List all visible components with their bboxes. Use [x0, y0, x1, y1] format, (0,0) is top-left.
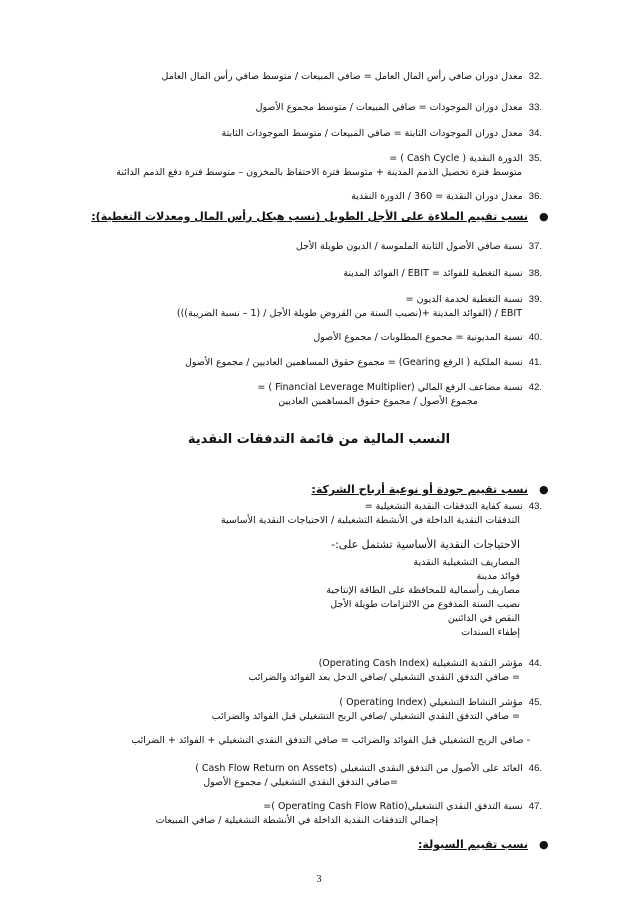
needs-list-item: فوائد مدينة — [476, 571, 520, 582]
bullet-icon: ● — [539, 483, 549, 496]
item-47: .47 نسبة التدفق النقدي التشغيلي(Operating Cash Flow Ratio )= — [263, 801, 542, 812]
item-44-formula: = صافي التدفق النقدي التشغيلي /صافي الدخل بعد الفوائد والضرائب — [248, 672, 520, 683]
item-40: .40 نسبة المديونية = مجموع المطلوبات / مجموع الأصول — [313, 332, 542, 343]
section-heading-leverage: نسب تقييم الملاءة على الأجل الطويل (نسب هيكل رأس المال ومعدلات التغطية): — [91, 210, 528, 223]
item-44: .44 مؤشر النقدية التشغيلية (Operating Cash Index) — [318, 658, 542, 669]
item-41: .41 نسبة الملكية ( الرفع Gearing) = مجموع حقوق المساهمين العاديين / مجموع الأصول — [185, 357, 542, 368]
item-35-formula: متوسط فترة تحصيل الذمم المدينة + متوسط فترة الاحتفاظ بالمخزون – متوسط فترة دفع الذمم الدائنة — [116, 167, 522, 178]
section-heading-liquidity: نسب تقييم السيولة: — [418, 838, 528, 851]
item-34: .34 معدل دوران الموجودات الثابتة = صافي المبيعات / متوسط الموجودات الثابتة — [221, 128, 542, 139]
item-47-formula: إجمالي التدفقات النقدية الداخلة في الأنشطة التشغيلية / صافي المبيعات — [155, 815, 438, 826]
needs-list-item: نصيب السنة المدفوع من الالتزامات طويلة الأجل — [330, 599, 520, 610]
item-35: .35 الدورة النقدية ( Cash Cycle ) = — [389, 153, 542, 164]
cashflow-section-title: النسب المالية من قائمة التدفقات النقدية — [187, 432, 451, 447]
item-36: .36 معدل دوران النقدية = 360 / الدورة النقدية — [351, 191, 542, 202]
needs-list-item: مصاريف رأسمالية للمحافظة على الطاقة الإنتاجية — [326, 585, 520, 596]
item-45: .45 مؤشر النشاط التشغيلي (Operating Index ) — [339, 697, 542, 708]
item-37: .37 نسبة صافي الأصول الثابتة الملموسة / الديون طويلة الأجل — [295, 241, 542, 252]
needs-intro: الاحتياجات النقدية الأساسية تشتمل على:- — [331, 538, 520, 551]
item-45-formula: = صافي التدفق النقدي التشغيلي /صافي الربح التشغيلي قبل الفوائد والضرائب — [211, 711, 520, 722]
item-45-note: - صافي الربح التشغيلي قبل الفوائد والضرائب = صافي التدفق النقدي التشغيلي + الفوائد + الضرائب — [131, 735, 530, 746]
item-43-formula: التدفقات النقدية الداخلة في الأنشطة التشغيلية / الاحتياجات النقدية الأساسية — [220, 515, 520, 526]
bullet-icon: ● — [539, 210, 549, 223]
item-38: .38 نسبة التغطية للفوائد = EBIT / الفوائد المدينة — [343, 268, 542, 279]
section-heading-quality: نسب تقييم جودة أو نوعية أرباح الشركة: — [311, 483, 528, 496]
needs-list-item: المصاريف التشغيلية النقدية — [413, 557, 520, 568]
page-number: 3 — [316, 874, 322, 885]
needs-list-item: النقص في الدائنين — [447, 613, 520, 624]
item-42: .42 نسبة مضاعف الرفع المالي (Financial Leverage Multiplier ) = — [257, 382, 542, 393]
needs-list-item: إطفاء السندات — [461, 627, 520, 638]
bullet-icon: ● — [539, 838, 549, 851]
item-39: .39 نسبة التغطية لخدمة الديون = — [405, 294, 542, 305]
item-43: .43 نسبة كفاية التدفقات النقدية التشغيلية = — [364, 501, 542, 512]
item-46-formula: =صافي التدفق النقدي التشغيلي / مجموع الأصول — [203, 777, 398, 788]
item-33: .33 معدل دوران الموجودات = صافي المبيعات / متوسط مجموع الأصول — [255, 102, 542, 113]
item-46: .46 العائد على الأصول من التدفق النقدي التشغيلي (Cash Flow Return on Assets ) — [195, 763, 542, 774]
item-39-formula: EBIT / (الفوائد المدينة +(نصيب السنة من القروض طويلة الأجل / (1 – نسبة الضريبة))) — [176, 308, 522, 319]
item-42-formula: مجموع الأصول / مجموع حقوق المساهمين العاديين — [278, 396, 478, 407]
item-32: .32 معدل دوران صافي رأس المال العامل = صافي المبيعات / متوسط صافي رأس المال العامل — [161, 71, 542, 82]
